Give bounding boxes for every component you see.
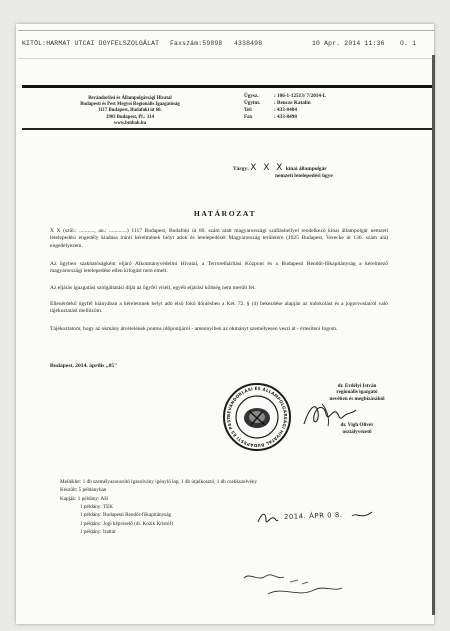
- case-number: : 106-1-12513/ 7/2014-L: [274, 93, 327, 99]
- stamp-seal-icon: [221, 381, 293, 453]
- phone-number: : 433-8484: [274, 107, 297, 113]
- office-street: 1117 Budapest, Budafoki út 60.: [98, 108, 162, 114]
- officer-name: dr. Vigh Olivér: [340, 422, 374, 429]
- recipients-row: Kapják: 1 példány: AH: [60, 495, 108, 502]
- fax-label: Fax: [244, 114, 253, 120]
- distribution-list: [70, 503, 173, 536]
- subject-text-line2: nemzeti letelepedési ügye: [275, 173, 333, 179]
- signatory-role: regionális igazgató: [336, 389, 378, 396]
- recipient-item: 1 példány: Budapesti Rendőr-főkapitányság: [80, 512, 172, 519]
- reasoning-paragraph: Ellenérdekű ügyfél hiányában a kérelemnek helyt adó első fokú döntésben a Ket. 72. § (4) bekezdése alapján az indokolást és a jogorvoslatról való tájékoztatást mellőzöm.: [50, 301, 388, 315]
- received-date-stamp: 2014. ÁPR 0 8.: [283, 510, 343, 522]
- case-details: [244, 93, 444, 121]
- office-name: Bevándorlási és Állampolgársági Hivatal: [88, 96, 172, 101]
- page-shadow-edge: [432, 55, 435, 615]
- official-stamp: [221, 381, 293, 453]
- redaction-marks: X X X: [250, 163, 285, 173]
- case-number-label: Ügysz.: [244, 93, 259, 99]
- fax-date: 10 Apr. 2014 11:36: [312, 40, 385, 47]
- office-address: [60, 96, 200, 127]
- case-number-row: [244, 93, 444, 100]
- scan-line: [18, 30, 434, 31]
- document-title: HATÁROZAT: [193, 209, 257, 218]
- subject-block: [233, 163, 333, 179]
- scan-line: [18, 58, 434, 59]
- recipient-item: 1 példány: TEK: [80, 504, 114, 510]
- fax-number: 4338498: [234, 40, 263, 47]
- phone-row: [244, 107, 444, 114]
- fax-page: O. 1: [400, 40, 417, 47]
- letterhead-rule: [22, 85, 432, 88]
- handwritten-mark: [350, 508, 374, 522]
- office-directorate: Budapesti és Pest Megyei Regionális Igazgatóság: [80, 102, 180, 108]
- handwritten-initials: [256, 508, 280, 528]
- handwritten-scribble: [238, 568, 348, 602]
- case-officer-row: [244, 100, 444, 107]
- case-officer: : Bencze Katalin: [274, 100, 311, 106]
- authorities-paragraph: Az ügyben szakhatóságként eljáró Alkotmányvédelmi Hivatal, a Terrorelhárítási Központ és a Budapesti Rendőr-főkapitányság a kérelmező magyarországi letelepedése ellen kifogást nem emelt.: [50, 261, 388, 275]
- recipient-item: 1 példány: Jogi képviselő (dr. Kozik Kristóf): [80, 520, 173, 527]
- office-website: www.bmbah.hu: [113, 120, 147, 126]
- subject-text: kínai állampolgár: [285, 166, 327, 172]
- recipient-item: 1 példány: Irattár: [80, 528, 116, 535]
- stamp-text: BEVÁNDORLÁSI ÉS ÁLLAMPOLGÁRSÁGI HIVATAL BUDAPESTI ÉS PEST: [225, 385, 289, 449]
- phone-label: Tel:: [244, 107, 253, 113]
- subject-label: Tárgy:: [233, 166, 249, 172]
- officer-role: osztályvezető: [342, 428, 372, 435]
- signatory-name: dr. Erdélyi István: [337, 383, 377, 389]
- case-officer-label: Ügyint.: [244, 100, 261, 106]
- letterhead-rule: [22, 128, 432, 130]
- fax-row: [244, 114, 444, 121]
- fax-contact-number: : 433-8498: [274, 114, 297, 120]
- attachments-list: [60, 478, 257, 503]
- copies-row: Készült: 5 példányban: [60, 487, 107, 494]
- attachments-row: Melléklet: 1 db személyazonosító igazolvány igénylő lap, 1 db útjelkosztó, 1 db csekkszelvény: [60, 479, 258, 485]
- handwritten-signature: [300, 398, 362, 430]
- fee-paragraph: Az eljárás igazgatási szolgáltatási díját az ügyfél viselt, egyéb eljárási költség nem merült fel.: [50, 285, 256, 291]
- fax-number-label: Faxszám:59898: [170, 40, 223, 47]
- signatory-on-behalf: nevében és megbízásából: [329, 395, 385, 402]
- decision-paragraph: X X (szül.: ..........., an.: .............) 1117 Budapest, Budafoki út 60. szám alatt magyarországi szálláshellyel rendelkező kínai állampolgár nemzeti letelepedési engedély kiadása iránti kérelmének helyt adok és letelepedését Magyarország területére (1025 Budapest, Verecke út 136. szám alá) engedélyezem.: [50, 228, 388, 249]
- issue-date: Budapest, 2014. április „05": [50, 363, 118, 369]
- fax-sender: KITÖL:HARMAT UTCAI ÜGYFELSZOLGÁLAT: [22, 40, 160, 47]
- office-pobox: 1903 Budapest, Pf.: 314: [105, 114, 155, 120]
- notice-paragraph: Tájékoztatom, hogy az okmány átvételének pontos időpontjáról - amennyiben az okmányt személyesen veszi át - értesíteni fogom.: [50, 326, 338, 332]
